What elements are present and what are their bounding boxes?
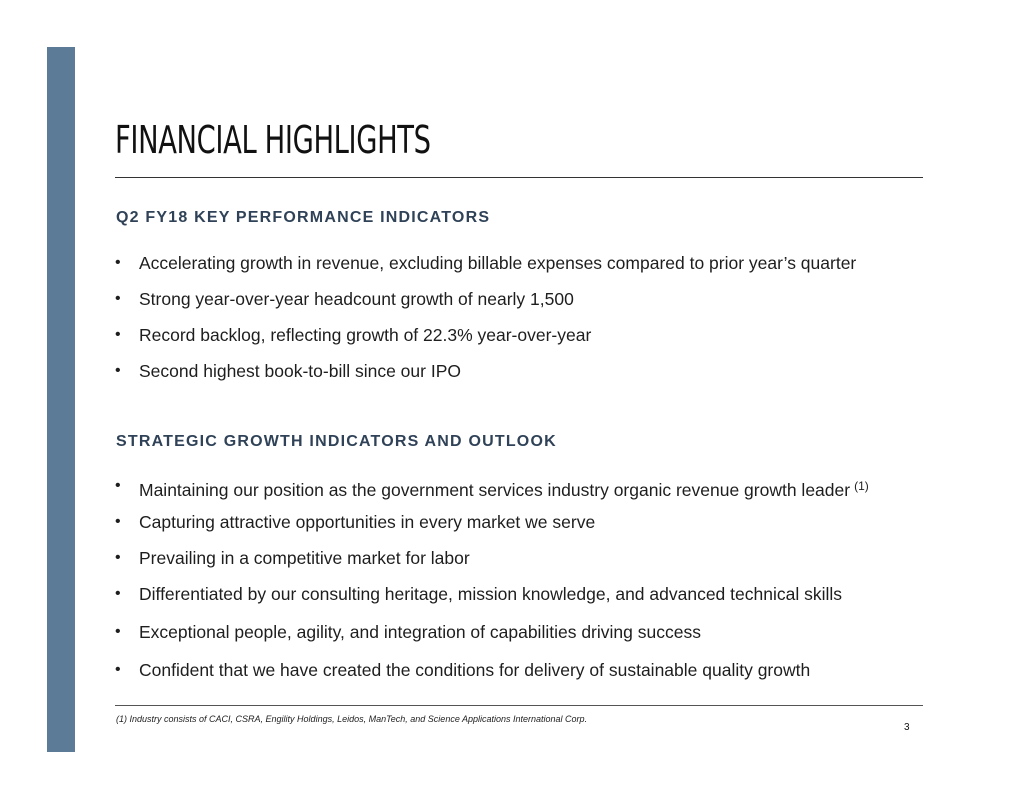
bullet-icon: • (115, 326, 121, 343)
strategic-bullet-list (115, 474, 869, 682)
list-item: • Accelerating growth in revenue, excluding billable expenses compared to prior year’s quarter (115, 253, 857, 273)
list-item: • Prevailing in a competitive market for labor (115, 548, 470, 568)
footnote: (1) Industry consists of CACI, CSRA, Engility Holdings, Leidos, ManTech, and Science Applications International Corp. (116, 714, 588, 724)
footnote-reference: (1) (854, 479, 869, 493)
section-heading-kpi: Q2 FY18 KEY PERFORMANCE INDICATORS (116, 209, 491, 226)
footer-divider (115, 705, 923, 706)
list-item: • Record backlog, reflecting growth of 22.3% year-over-year (115, 325, 592, 345)
bullet-icon: • (115, 362, 121, 379)
bullet-icon: • (115, 623, 121, 640)
list-item: • Second highest book-to-bill since our IPO (115, 361, 461, 381)
list-item: • Maintaining our position as the government services industry organic revenue growth leader $^{(1)}$ (115, 474, 869, 498)
bullet-icon: • (115, 477, 121, 494)
list-item: • Capturing attractive opportunities in every market we serve (115, 512, 596, 532)
bullet-icon: • (115, 254, 121, 271)
bullet-icon: • (115, 549, 121, 566)
list-item: • Strong year-over-year headcount growth of nearly 1,500 (115, 289, 574, 309)
title-divider (115, 177, 923, 178)
list-item: • Exceptional people, agility, and integration of capabilities driving success (115, 622, 701, 642)
accent-side-bar (47, 47, 75, 752)
bullet-icon: • (115, 513, 121, 530)
bullet-icon: • (115, 290, 121, 307)
section-heading-strategic: STRATEGIC GROWTH INDICATORS AND OUTLOOK (116, 433, 557, 450)
page-number: 3 (904, 722, 910, 733)
bullet-icon: • (115, 585, 121, 602)
page-title: FINANCIAL HIGHLIGHTS (115, 118, 431, 162)
kpi-bullet-list (115, 251, 856, 383)
list-item: • Confident that we have created the conditions for delivery of sustainable quality growth (115, 660, 811, 680)
bullet-icon: • (115, 661, 121, 678)
list-item: • Differentiated by our consulting heritage, mission knowledge, and advanced technical skills (115, 584, 842, 604)
